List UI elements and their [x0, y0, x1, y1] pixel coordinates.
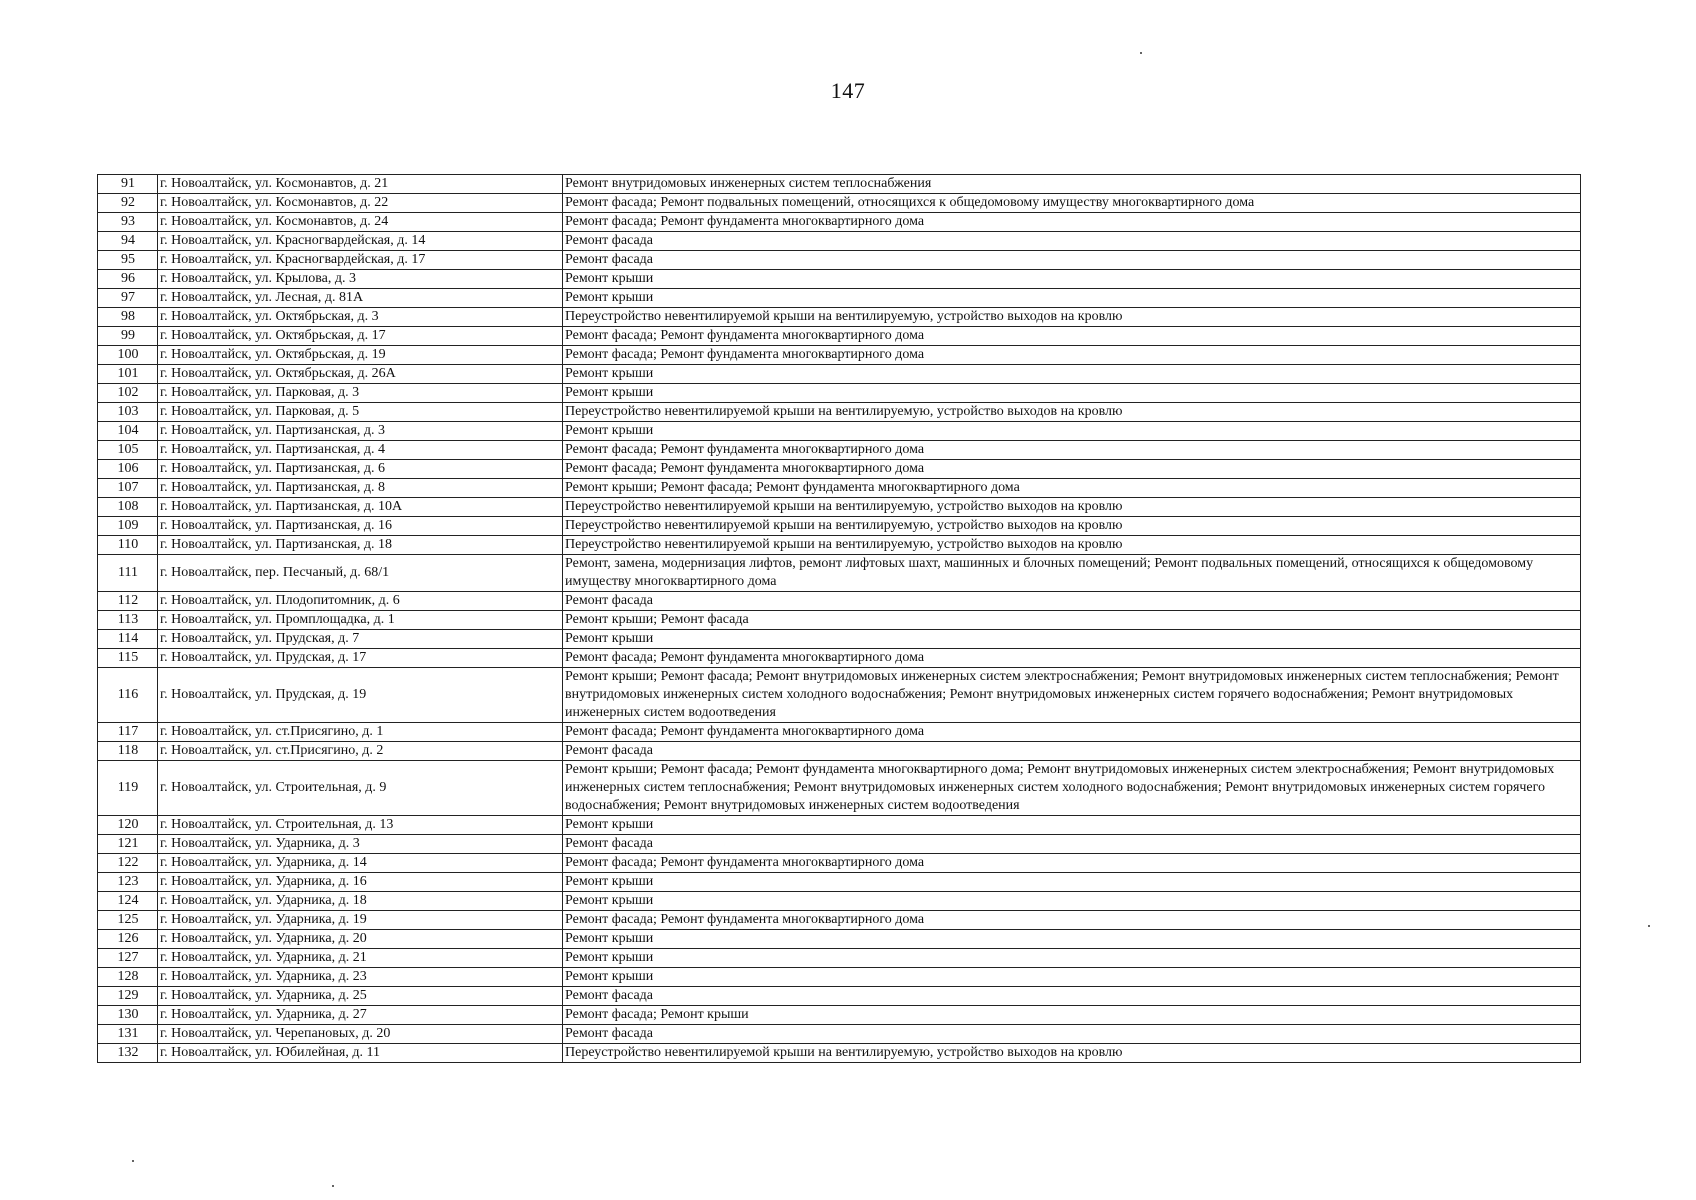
address-cell: г. Новоалтайск, ул. Красногвардейская, д. 17: [158, 251, 563, 270]
address-cell: г. Новоалтайск, ул. Прудская, д. 19: [158, 668, 563, 723]
work-type-cell: Ремонт фасада: [563, 592, 1581, 611]
table-row: [98, 723, 1581, 742]
table-row: [98, 949, 1581, 968]
address-cell: г. Новоалтайск, ул. Космонавтов, д. 22: [158, 194, 563, 213]
address-cell: г. Новоалтайск, ул. Октябрьская, д. 26А: [158, 365, 563, 384]
row-number: 99: [98, 327, 158, 346]
work-type-cell: Переустройство невентилируемой крыши на вентилируемую, устройство выходов на кровлю: [563, 1044, 1581, 1063]
row-number: 96: [98, 270, 158, 289]
row-number: 95: [98, 251, 158, 270]
table-row: [98, 592, 1581, 611]
row-number: 102: [98, 384, 158, 403]
work-type-cell: Ремонт фасада; Ремонт фундамента многоквартирного дома: [563, 911, 1581, 930]
row-number: 115: [98, 649, 158, 668]
address-cell: г. Новоалтайск, ул. Партизанская, д. 6: [158, 460, 563, 479]
row-number: 116: [98, 668, 158, 723]
table-row: [98, 289, 1581, 308]
address-cell: г. Новоалтайск, ул. Строительная, д. 9: [158, 761, 563, 816]
row-number: 107: [98, 479, 158, 498]
table-row: [98, 761, 1581, 816]
table-row: [98, 611, 1581, 630]
page-number: 147: [830, 78, 866, 103]
repair-works-table: [97, 174, 1581, 1063]
table-row: [98, 1025, 1581, 1044]
work-type-cell: Переустройство невентилируемой крыши на вентилируемую, устройство выходов на кровлю: [563, 536, 1581, 555]
address-cell: г. Новоалтайск, ул. Ударника, д. 3: [158, 835, 563, 854]
table-row: [98, 213, 1581, 232]
work-type-cell: Переустройство невентилируемой крыши на вентилируемую, устройство выходов на кровлю: [563, 308, 1581, 327]
table-row: [98, 327, 1581, 346]
address-cell: г. Новоалтайск, ул. Парковая, д. 5: [158, 403, 563, 422]
table-row: [98, 460, 1581, 479]
row-number: 113: [98, 611, 158, 630]
address-cell: г. Новоалтайск, ул. Партизанская, д. 10А: [158, 498, 563, 517]
address-cell: г. Новоалтайск, ул. Ударника, д. 27: [158, 1006, 563, 1025]
work-type-cell: Переустройство невентилируемой крыши на вентилируемую, устройство выходов на кровлю: [563, 517, 1581, 536]
work-type-cell: Ремонт фасада; Ремонт фундамента многоквартирного дома: [563, 213, 1581, 232]
address-cell: г. Новоалтайск, ул. Ударника, д. 18: [158, 892, 563, 911]
address-cell: г. Новоалтайск, ул. Парковая, д. 3: [158, 384, 563, 403]
row-number: 94: [98, 232, 158, 251]
address-cell: г. Новоалтайск, ул. Строительная, д. 13: [158, 816, 563, 835]
row-number: 109: [98, 517, 158, 536]
scan-speck: [1648, 925, 1650, 927]
row-number: 120: [98, 816, 158, 835]
address-cell: г. Новоалтайск, ул. Крылова, д. 3: [158, 270, 563, 289]
table-row: [98, 630, 1581, 649]
row-number: 112: [98, 592, 158, 611]
work-type-cell: Ремонт крыши: [563, 384, 1581, 403]
work-type-cell: Ремонт фасада; Ремонт фундамента многоквартирного дома: [563, 460, 1581, 479]
table-row: [98, 892, 1581, 911]
scan-speck: [1140, 52, 1142, 54]
address-cell: г. Новоалтайск, ул. Прудская, д. 7: [158, 630, 563, 649]
address-cell: г. Новоалтайск, ул. Ударника, д. 19: [158, 911, 563, 930]
row-number: 128: [98, 968, 158, 987]
work-type-cell: Ремонт фасада; Ремонт фундамента многоквартирного дома: [563, 649, 1581, 668]
work-type-cell: Ремонт крыши: [563, 422, 1581, 441]
address-cell: г. Новоалтайск, ул. Космонавтов, д. 21: [158, 175, 563, 194]
row-number: 92: [98, 194, 158, 213]
row-number: 118: [98, 742, 158, 761]
work-type-cell: Ремонт фасада: [563, 232, 1581, 251]
address-cell: г. Новоалтайск, ул. Ударника, д. 20: [158, 930, 563, 949]
address-cell: г. Новоалтайск, ул. Промплощадка, д. 1: [158, 611, 563, 630]
table-row: [98, 441, 1581, 460]
row-number: 127: [98, 949, 158, 968]
address-cell: г. Новоалтайск, ул. Партизанская, д. 3: [158, 422, 563, 441]
table-row: [98, 668, 1581, 723]
row-number: 131: [98, 1025, 158, 1044]
address-cell: г. Новоалтайск, ул. Прудская, д. 17: [158, 649, 563, 668]
table-row: [98, 422, 1581, 441]
address-cell: г. Новоалтайск, ул. Партизанская, д. 8: [158, 479, 563, 498]
row-number: 108: [98, 498, 158, 517]
address-cell: г. Новоалтайск, ул. Октябрьская, д. 19: [158, 346, 563, 365]
address-cell: г. Новоалтайск, ул. Партизанская, д. 16: [158, 517, 563, 536]
row-number: 110: [98, 536, 158, 555]
table-row: [98, 232, 1581, 251]
address-cell: г. Новоалтайск, ул. ст.Присягино, д. 1: [158, 723, 563, 742]
row-number: 119: [98, 761, 158, 816]
address-cell: г. Новоалтайск, ул. Октябрьская, д. 17: [158, 327, 563, 346]
row-number: 114: [98, 630, 158, 649]
work-type-cell: Ремонт фасада: [563, 1025, 1581, 1044]
work-type-cell: Ремонт крыши: [563, 365, 1581, 384]
table-row: [98, 536, 1581, 555]
row-number: 121: [98, 835, 158, 854]
row-number: 124: [98, 892, 158, 911]
work-type-cell: Переустройство невентилируемой крыши на вентилируемую, устройство выходов на кровлю: [563, 498, 1581, 517]
scan-speck: [332, 1185, 334, 1187]
table-row: [98, 930, 1581, 949]
table-body: [98, 175, 1581, 1063]
row-number: 91: [98, 175, 158, 194]
work-type-cell: Ремонт фасада: [563, 742, 1581, 761]
table-row: [98, 517, 1581, 536]
row-number: 105: [98, 441, 158, 460]
row-number: 100: [98, 346, 158, 365]
row-number: 103: [98, 403, 158, 422]
address-cell: г. Новоалтайск, ул. Ударника, д. 14: [158, 854, 563, 873]
work-type-cell: Ремонт крыши; Ремонт фасада; Ремонт внутридомовых инженерных систем электроснабжения; Ремонт внутридомовых инженерных систем теплоснабжения; Ремонт внутридомовых инженерных систем холодного водоснабжения; Ремонт внутридомовых инженерных систем горячего водоснабжения; Ремонт внутридомовых инженерных систем водоотведения: [563, 668, 1581, 723]
table-row: [98, 816, 1581, 835]
table-row: [98, 911, 1581, 930]
address-cell: г. Новоалтайск, ул. Лесная, д. 81А: [158, 289, 563, 308]
work-type-cell: Ремонт крыши: [563, 892, 1581, 911]
work-type-cell: Ремонт крыши: [563, 270, 1581, 289]
address-cell: г. Новоалтайск, ул. Октябрьская, д. 3: [158, 308, 563, 327]
row-number: 111: [98, 555, 158, 592]
work-type-cell: Ремонт фасада; Ремонт крыши: [563, 1006, 1581, 1025]
row-number: 125: [98, 911, 158, 930]
table-row: [98, 873, 1581, 892]
address-cell: г. Новоалтайск, ул. Партизанская, д. 18: [158, 536, 563, 555]
work-type-cell: Ремонт фасада: [563, 835, 1581, 854]
work-type-cell: Ремонт крыши: [563, 630, 1581, 649]
address-cell: г. Новоалтайск, пер. Песчаный, д. 68/1: [158, 555, 563, 592]
work-type-cell: Ремонт фасада; Ремонт фундамента многоквартирного дома: [563, 327, 1581, 346]
work-type-cell: Ремонт крыши: [563, 873, 1581, 892]
row-number: 123: [98, 873, 158, 892]
work-type-cell: Ремонт крыши; Ремонт фасада: [563, 611, 1581, 630]
row-number: 132: [98, 1044, 158, 1063]
work-type-cell: Ремонт крыши: [563, 968, 1581, 987]
work-type-cell: Ремонт крыши: [563, 816, 1581, 835]
work-type-cell: Ремонт крыши; Ремонт фасада; Ремонт фундамента многоквартирного дома; Ремонт внутридомовых инженерных систем электроснабжения; Ремонт внутридомовых инженерных систем теплоснабжения; Ремонт внутридомовых инженерных систем холодного водоснабжения; Ремонт внутридомовых инженерных систем горячего водоснабжения; Ремонт внутридомовых инженерных систем водоотведения: [563, 761, 1581, 816]
table-row: [98, 346, 1581, 365]
work-type-cell: Ремонт фасада; Ремонт фундамента многоквартирного дома: [563, 854, 1581, 873]
address-cell: г. Новоалтайск, ул. Ударника, д. 23: [158, 968, 563, 987]
table-row: [98, 365, 1581, 384]
row-number: 106: [98, 460, 158, 479]
work-type-cell: Переустройство невентилируемой крыши на вентилируемую, устройство выходов на кровлю: [563, 403, 1581, 422]
row-number: 101: [98, 365, 158, 384]
table-row: [98, 968, 1581, 987]
table-row: [98, 987, 1581, 1006]
table-row: [98, 1006, 1581, 1025]
work-type-cell: Ремонт фасада; Ремонт фундамента многоквартирного дома: [563, 346, 1581, 365]
row-number: 117: [98, 723, 158, 742]
row-number: 97: [98, 289, 158, 308]
work-type-cell: Ремонт крыши: [563, 289, 1581, 308]
row-number: 130: [98, 1006, 158, 1025]
work-type-cell: Ремонт фасада: [563, 251, 1581, 270]
work-type-cell: Ремонт крыши: [563, 930, 1581, 949]
work-type-cell: Ремонт крыши; Ремонт фасада; Ремонт фундамента многоквартирного дома: [563, 479, 1581, 498]
table-row: [98, 555, 1581, 592]
work-type-cell: Ремонт фасада; Ремонт фундамента многоквартирного дома: [563, 723, 1581, 742]
row-number: 129: [98, 987, 158, 1006]
table-row: [98, 308, 1581, 327]
table-row: [98, 384, 1581, 403]
work-type-cell: Ремонт внутридомовых инженерных систем теплоснабжения: [563, 175, 1581, 194]
work-type-cell: Ремонт, замена, модернизация лифтов, ремонт лифтовых шахт, машинных и блочных помещений; Ремонт подвальных помещений, относящихся к общедомовому имуществу многоквартирного дома: [563, 555, 1581, 592]
work-type-cell: Ремонт фасада; Ремонт фундамента многоквартирного дома: [563, 441, 1581, 460]
table-row: [98, 479, 1581, 498]
row-number: 98: [98, 308, 158, 327]
row-number: 126: [98, 930, 158, 949]
address-cell: г. Новоалтайск, ул. Красногвардейская, д. 14: [158, 232, 563, 251]
table-row: [98, 194, 1581, 213]
table-row: [98, 742, 1581, 761]
table-row: [98, 403, 1581, 422]
address-cell: г. Новоалтайск, ул. Ударника, д. 25: [158, 987, 563, 1006]
address-cell: г. Новоалтайск, ул. Черепановых, д. 20: [158, 1025, 563, 1044]
scan-speck: [132, 1160, 134, 1162]
address-cell: г. Новоалтайск, ул. Плодопитомник, д. 6: [158, 592, 563, 611]
work-type-cell: Ремонт крыши: [563, 949, 1581, 968]
row-number: 122: [98, 854, 158, 873]
address-cell: г. Новоалтайск, ул. ст.Присягино, д. 2: [158, 742, 563, 761]
table-row: [98, 835, 1581, 854]
table-row: [98, 854, 1581, 873]
table-row: [98, 175, 1581, 194]
table-row: [98, 270, 1581, 289]
row-number: 93: [98, 213, 158, 232]
address-cell: г. Новоалтайск, ул. Космонавтов, д. 24: [158, 213, 563, 232]
row-number: 104: [98, 422, 158, 441]
work-type-cell: Ремонт фасада: [563, 987, 1581, 1006]
table-row: [98, 498, 1581, 517]
work-type-cell: Ремонт фасада; Ремонт подвальных помещений, относящихся к общедомовому имуществу многоквартирного дома: [563, 194, 1581, 213]
address-cell: г. Новоалтайск, ул. Партизанская, д. 4: [158, 441, 563, 460]
address-cell: г. Новоалтайск, ул. Ударника, д. 21: [158, 949, 563, 968]
table-row: [98, 251, 1581, 270]
table-row: [98, 649, 1581, 668]
address-cell: г. Новоалтайск, ул. Ударника, д. 16: [158, 873, 563, 892]
table-row: [98, 1044, 1581, 1063]
address-cell: г. Новоалтайск, ул. Юбилейная, д. 11: [158, 1044, 563, 1063]
